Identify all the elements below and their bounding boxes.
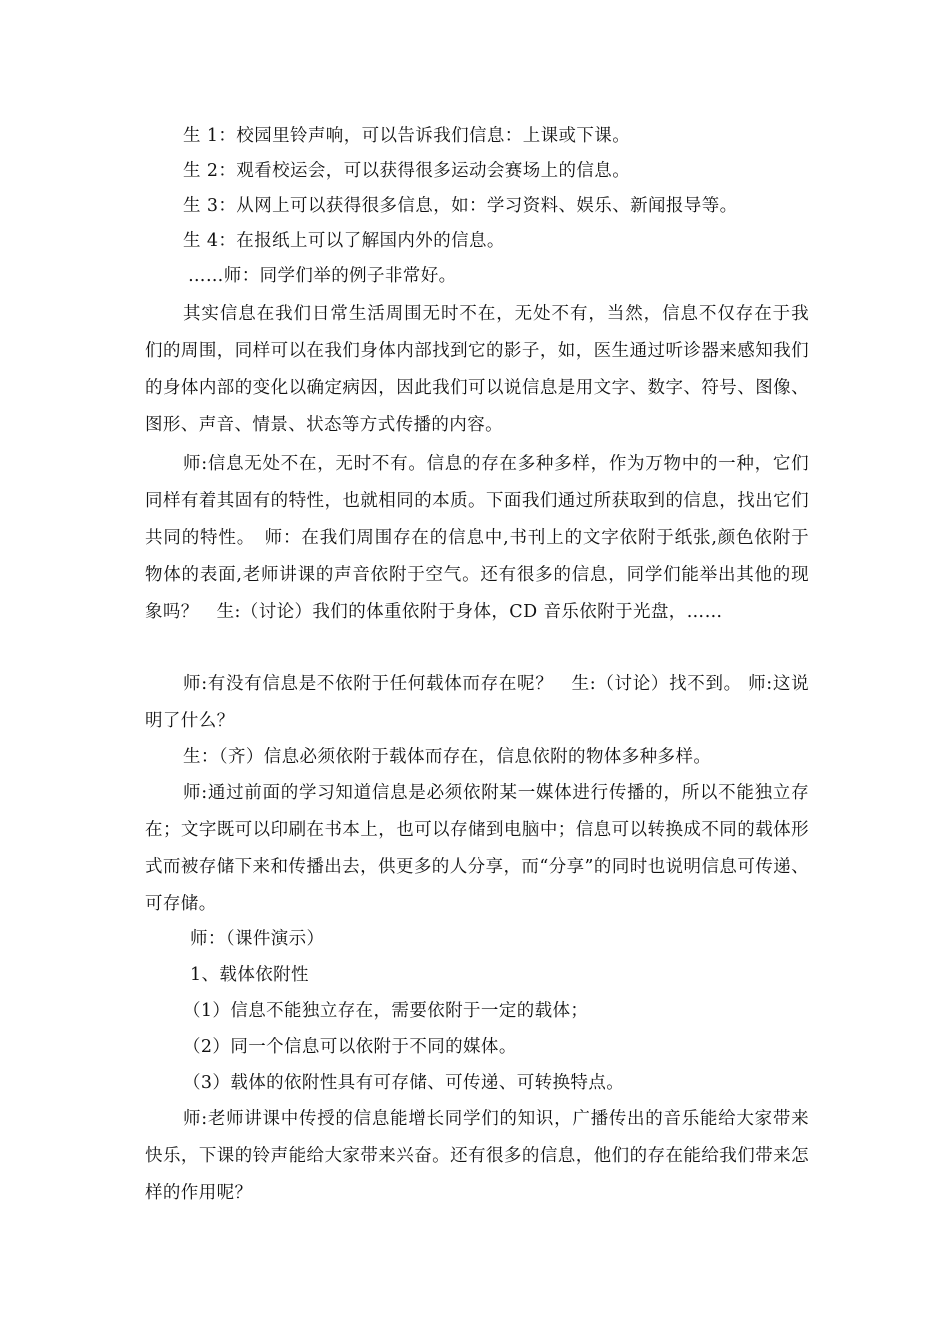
paragraph-info-properties: 师:信息无处不在，无时不有。信息的存在多种多样，作为万物中的一种，它们同样有着其固有的特性，也就相同的本质。下面我们通过所获取到的信息，找出它们共同的特性。 师：在我们周围存在的信息中,书刊上的文字依附于纸张,颜色依附于物体的表面,老师讲课的声音依附于空气。还有很多的信息，同学们能举出其他的现象吗？ 生:（讨论）我们的体重依附于身体，CD 音乐依附于光盘，…… [145, 454, 809, 622]
demo-item-3: （3）载体的依附性具有可存储、可传递、可转换特点。 [183, 1073, 625, 1093]
paragraph-teacher-summary: 师:通过前面的学习知道信息是必须依附某一媒体进行传播的，所以不能独立存在；文字既可以印刷在书本上，也可以存储到电脑中；信息可以转换成不同的载体形式而被存储下来和传播出去，供更多的人分享，而“分享”的同时也说明信息可传递、可存储。 [145, 783, 809, 914]
paragraph-closing-question: 师:老师讲课中传授的信息能增长同学们的知识，广播传出的音乐能给大家带来快乐，下课的铃声能给大家带来兴奋。还有很多的信息，他们的存在能给我们带来怎样的作用呢？ [145, 1109, 809, 1203]
paragraph-student-answer: 生：（齐）信息必须依附于载体而存在，信息依附的物体多种多样。 [183, 747, 712, 767]
dialog-line-1: 生 1：校园里铃声响，可以告诉我们信息：上课或下课。 [183, 126, 631, 146]
demo-item-2: （2）同一个信息可以依附于不同的媒体。 [183, 1037, 517, 1057]
paragraph-info-everywhere: 其实信息在我们日常生活周围无时不在，无处不有，当然，信息不仅存在于我们的周围，同样可以在我们身体内部找到它的影子，如，医生通过听诊器来感知我们的身体内部的变化以确定病因，因此我们可以说信息是用文字、数字、符号、图像、图形、声音、情景、状态等方式传播的内容。 [145, 304, 809, 435]
dialog-line-2: 生 2：观看校运会，可以获得很多运动会赛场上的信息。 [183, 161, 631, 181]
dialog-line-4: 生 4：在报纸上可以了解国内外的信息。 [183, 231, 505, 251]
dialog-line-3: 生 3：从网上可以获得很多信息，如：学习资料、娱乐、新闻报导等。 [183, 196, 738, 216]
demo-item-1: （1）信息不能独立存在，需要依附于一定的载体； [183, 1001, 589, 1021]
dialog-line-5: ……师：同学们举的例子非常好。 [188, 266, 457, 286]
demo-title: 师：（课件演示） [190, 929, 325, 949]
paragraph-carrier-question: 师:有没有信息是不依附于任何载体而存在呢？ 生:（讨论）找不到。 师:这说明了什么？ [145, 674, 809, 731]
demo-heading: 1、载体依附性 [190, 965, 309, 985]
